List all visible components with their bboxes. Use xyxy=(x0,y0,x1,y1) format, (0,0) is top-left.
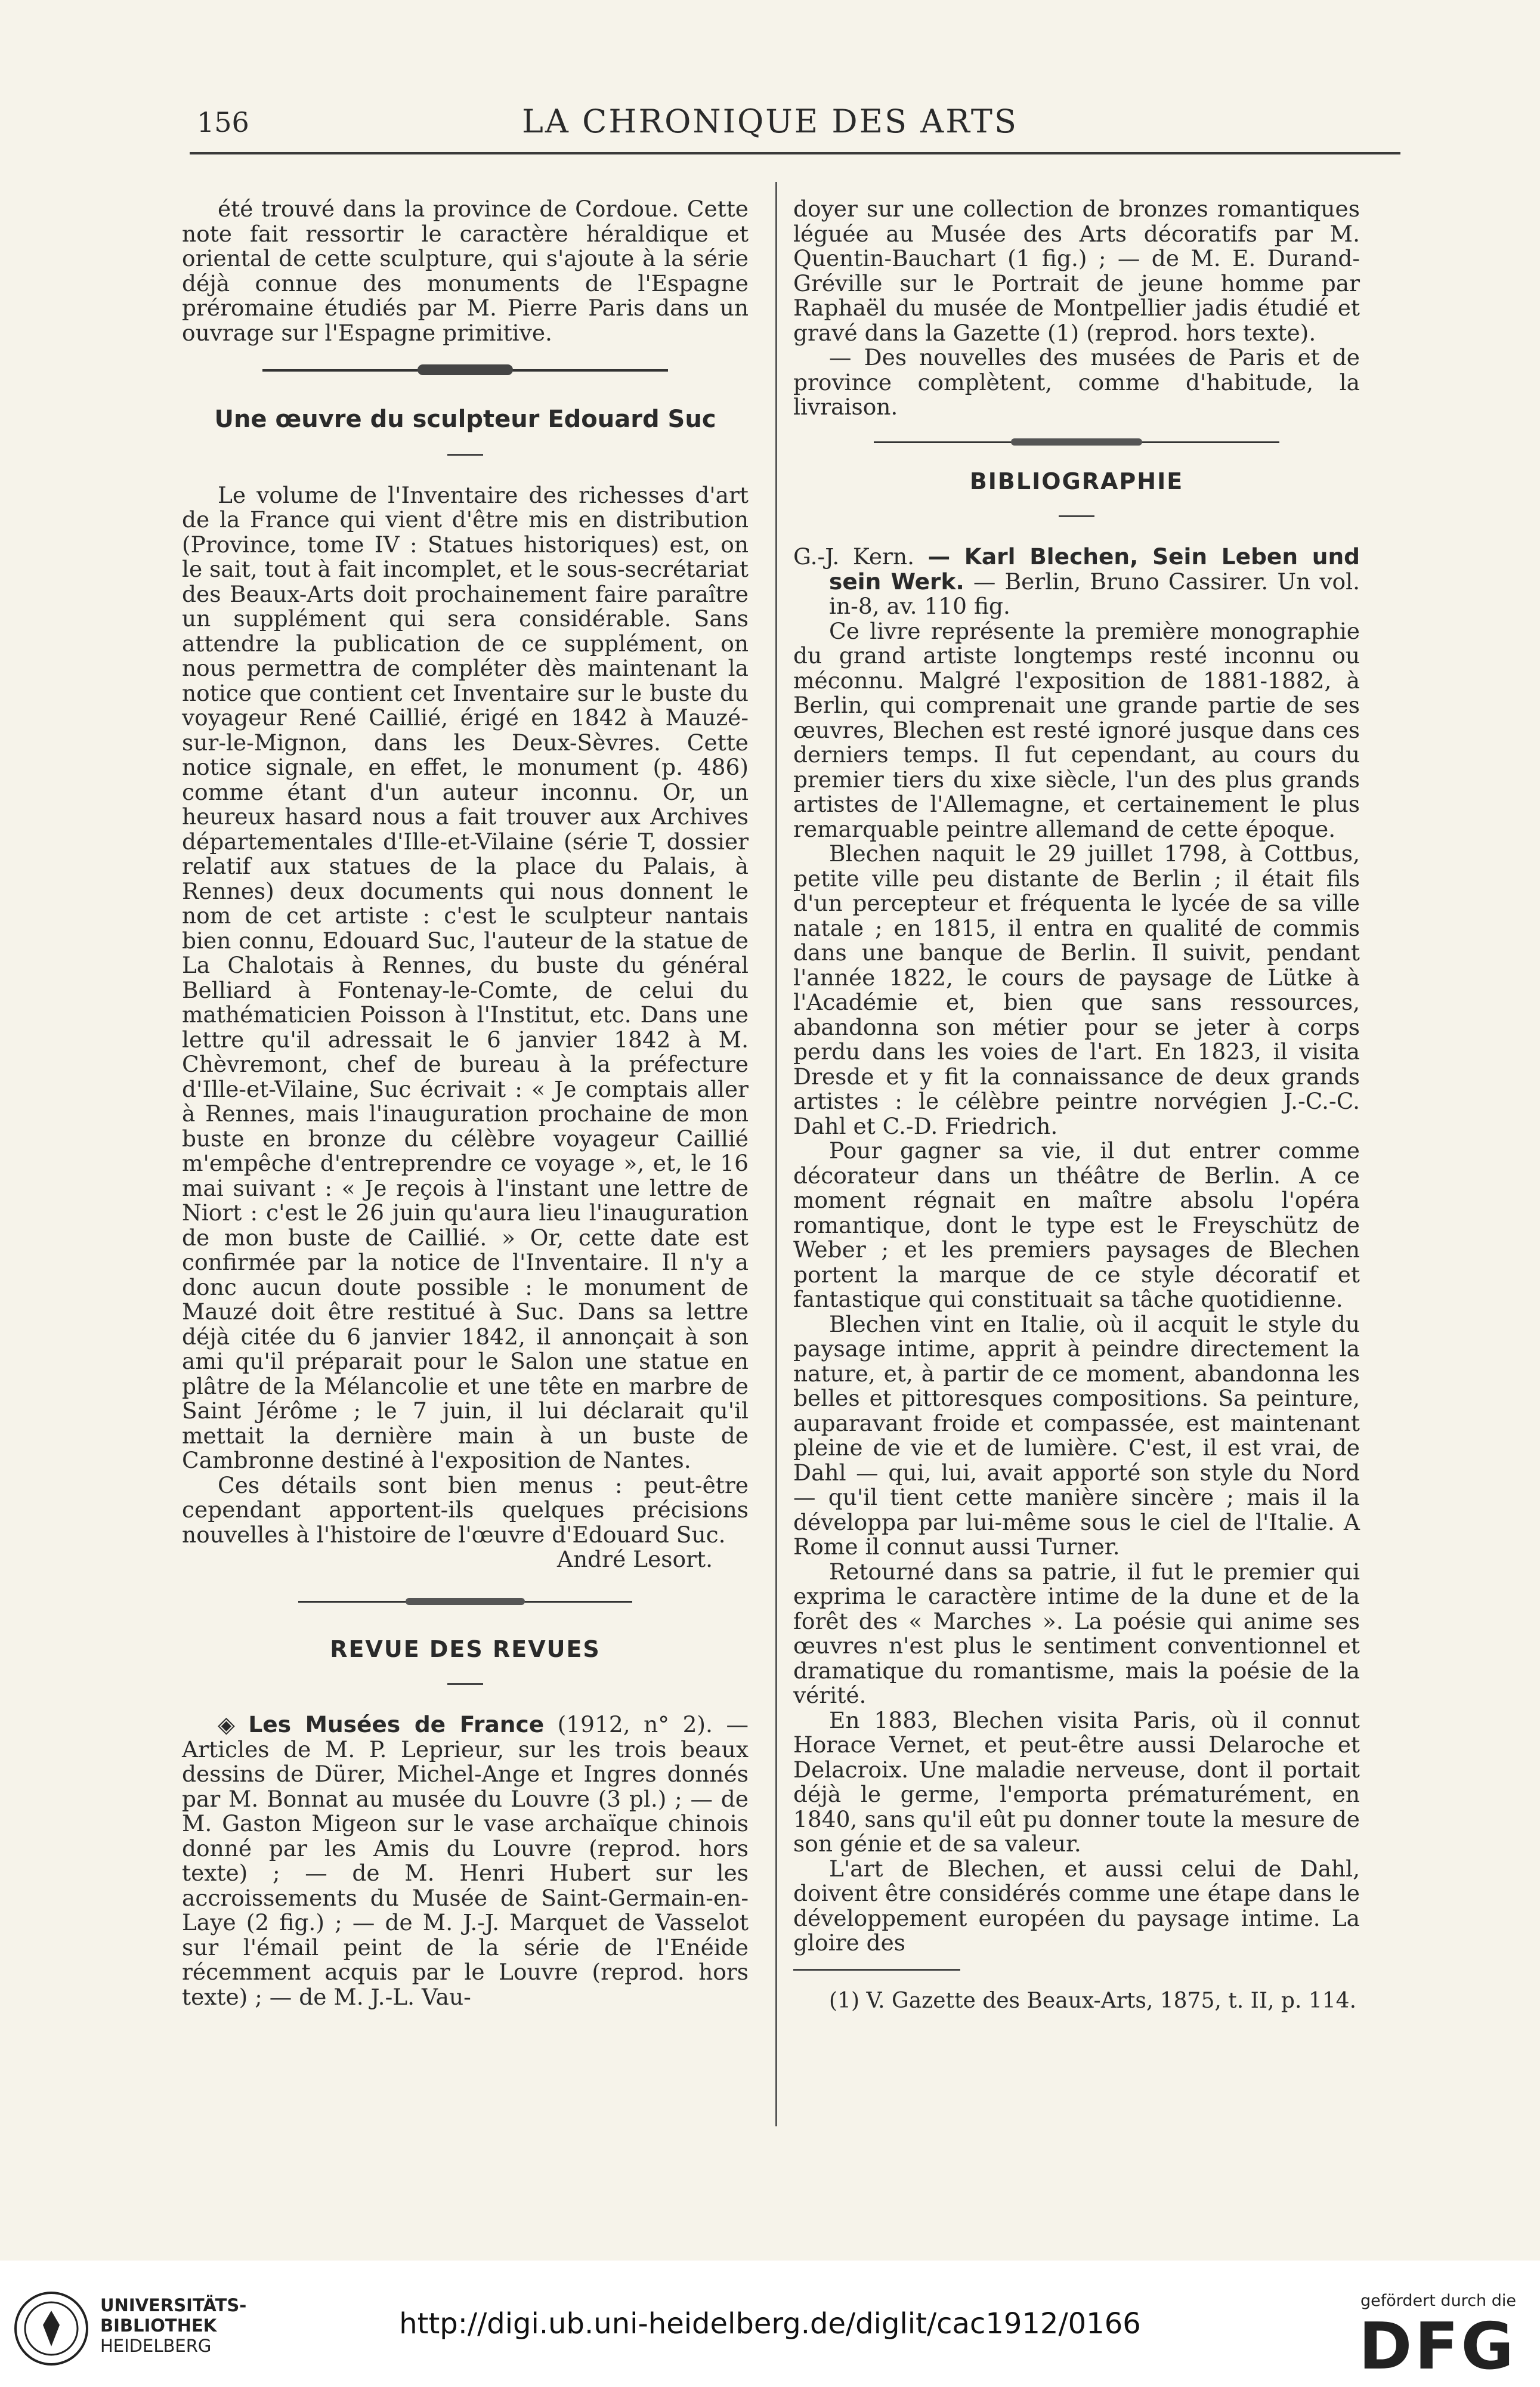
article-title: Une œuvre du sculpteur Edouard Suc xyxy=(214,406,716,433)
entry-title: — Karl Blechen, Sein Leben und sein Werk. xyxy=(829,543,1360,595)
page-number: 156 xyxy=(197,106,249,138)
entry-author: G.-J. Kern. xyxy=(793,543,915,570)
revue-symbol-icon: ◈ xyxy=(218,1711,235,1737)
revue-text: (1912, n° 2). — Articles de M. P. Leprieur, sur les trois beaux dessins de Dürer, Michel-Ange et Ingres donnés par M. Bonnat au musée du Louvre (3 pl.) ; — de M. Gaston Migeon sur le vase archaïque chinois donné par les Amis du Louvre (reprod. hors texte) ; — de M. Henri Hubert sur les accroissements du Musée de Saint-Germain-en-Laye (2 fig.) ; — de M. J.-J. Marquet de Vasselot sur l'émail peint de la série de l'Enéide récemment acquis par le Louvre (reprod. hors texte) ; — de M. J.-L. Vau- xyxy=(182,1711,749,2010)
review-paragraph-3: Pour gagner sa vie, il dut entrer comme décorateur dans un théâtre de Berlin. A ce moment régnait en maître absolu l'opéra romantique, dont le type est le Freyschütz de Weber ; et les premiers paysages de Blechen portent la marque de ce style décoratif et fantastique qui constituait sa tâche quotidienne. xyxy=(793,1137,1360,1312)
revue-paragraph xyxy=(182,1712,749,2009)
entry-publication: — Berlin, Bruno Cassirer. Un vol. in-8, av. 110 fig. xyxy=(829,568,1360,619)
running-title: LA CHRONIQUE DES ARTS xyxy=(522,103,1018,140)
funded-by-label: gefördert durch die xyxy=(1360,2292,1516,2310)
bibliography-heading: BIBLIOGRAPHIE xyxy=(969,468,1184,494)
right-column xyxy=(793,197,1360,2013)
ornamental-divider xyxy=(298,1601,632,1603)
article-paragraph-2: Ces détails sont bien menus : peut-être cependant apportent-ils quelques précisions nouvelles à l'histoire de l'œuvre d'Edouard Suc. xyxy=(182,1471,749,1548)
library-name-line-2: BIBLIOTHEK xyxy=(100,2315,217,2336)
review-paragraph-1: Ce livre représente la première monographie du grand artiste longtemps resté inconnu ou méconnu. Malgré l'exposition de 1881-1882, à Berlin, qui comprenait une grande partie de ses œuvres, Blechen est resté ignoré jusque dans ces derniers temps. Il fut cependant, au cours du premier tiers du xixe siècle, l'un des plus grands artistes de l'Allemagne, et certainement le plus remarquable peintre allemand de cette époque. xyxy=(793,617,1360,842)
bibliography-entry xyxy=(793,545,1360,619)
left-column xyxy=(182,197,749,2009)
dfg-logo: DFG xyxy=(1358,2309,1516,2384)
permalink-url[interactable]: http://digi.ub.uni-heidelberg.de/diglit/cac1912/0166 xyxy=(399,2307,1141,2340)
revue-dash xyxy=(447,1683,483,1685)
right-intro-paragraph: doyer sur une collection de bronzes romantiques léguée au Musée des Arts décoratifs par M. Quentin-Bauchart (1 fig.) ; — de M. E. Durand-Gréville sur le Portrait de jeune homme par Raphaël du musée de Montpellier jadis étudié et gravé dans la Gazette (1) (reprod. hors texte). xyxy=(793,196,1360,346)
revue-heading: REVUE DES REVUES xyxy=(330,1635,601,1662)
header-rule xyxy=(190,152,1400,154)
library-name-line-3: HEIDELBERG xyxy=(100,2336,212,2356)
review-paragraph-7: L'art de Blechen, et aussi celui de Dahl, doivent être considérés comme une étape dans le développement européen du paysage intime. La gloire des xyxy=(793,1855,1360,1956)
right-intro-paragraph-2: — Des nouvelles des musées de Paris et de province complètent, comme d'habitude, la livraison. xyxy=(793,344,1360,420)
ornamental-divider xyxy=(874,441,1279,443)
left-intro-paragraph: été trouvé dans la province de Cordoue. Cette note fait ressortir le caractère héraldique et oriental de cette sculpture, qui s'ajoute à la série déjà connue des monuments de l'Espagne préromaine étudiés par M. Pierre Paris dans un ouvrage sur l'Espagne primitive. xyxy=(182,196,749,346)
review-paragraph-5: Retourné dans sa patrie, il fut le premier qui exprima le caractère intime de la dune et de la forêt des « Marches ». La poésie qui anime ses œuvres n'est plus le sentiment conventionnel et dramatique du romantisme, mais la poésie de la vérité. xyxy=(793,1558,1360,1708)
footnote-rule xyxy=(793,1969,960,1971)
library-name-line-1: UNIVERSITÄTS- xyxy=(100,2295,247,2315)
article-paragraph-1: Le volume de l'Inventaire des richesses d'art de la France qui vient d'être mis en distribution (Province, tome IV : Statues historiques) est, on le sait, tout à fait incomplet, et le sous-secrétariat des Beaux-Arts doit prochainement faire paraître un supplément qui sera considérable. Sans attendre la publication de ce supplément, on nous permettra de compléter dès maintenant la notice que contient cet Inventaire sur le buste du voyageur René Caillié, érigé en 1842 à Mauzé-sur-le-Mignon, dans les Deux-Sèvres. Cette notice signale, en effet, le monument (p. 486) comme étant d'un auteur inconnu. Or, un heureux hasard nous a fait trouver aux Archives départementales d'Ille-et-Vilaine (série T, dossier relatif aux statues de la place du Palais, à Rennes) deux documents qui nous donnent le nom de cet artiste : c'est le sculpteur nantais bien connu, Edouard Suc, l'auteur de la statue de La Chalotais à Rennes, du buste du général Belliard à Fontenay-le-Comte, de celui du mathématicien Poisson à l'Institut, etc. Dans une lettre qu'il adressait le 6 janvier 1842 à M. Chèvremont, chef de bureau à la préfecture d'Ille-et-Vilaine, Suc écrivait : « Je comptais aller à Rennes, mais l'inauguration prochaine de mon buste en bronze du célèbre voyageur Caillié m'empêche d'entreprendre ce voyage », et, le 16 mai suivant : « Je reçois à l'instant une lettre de Niort : c'est le 26 juin qu'aura lieu l'inauguration de mon buste de Caillié. » Or, cette date est confirmée par la notice de l'Inventaire. Il n'y a donc aucun doute possible : le monument de Mauzé doit être restitué à Suc. Dans sa lettre déjà citée du 6 janvier 1842, il annonçait à son ami qu'il préparait pour le Salon une statue en plâtre de la Mélancolie et une tête en marbre de Saint Jérôme ; le 7 juin, il lui déclarait qu'il mettait la dernière main à un buste de Cambronne destiné à l'exposition de Nantes. xyxy=(182,481,749,1473)
article-signature: André Lesort. xyxy=(556,1546,713,1572)
ornamental-divider xyxy=(262,369,668,372)
review-paragraph-4: Blechen vint en Italie, où il acquit le style du paysage intime, apprit à peindre directement la nature, et, à partir de ce moment, abandonna les belles et pittoresques compositions. Sa peinture, auparavant froide et compassée, est maintenant pleine de vie et de lumière. C'est, il est vrai, de Dahl — qui, lui, avait apporté son style du Nord — qu'il tient cette manière sincère ; mais il la développa par lui-même sous le ciel de l'Italie. A Rome il connut aussi Turner. xyxy=(793,1310,1360,1560)
revue-lead: Les Musées de France xyxy=(248,1711,545,1737)
title-dash xyxy=(447,454,483,456)
review-paragraph-2: Blechen naquit le 29 juillet 1798, à Cottbus, petite ville peu distante de Berlin ; il était fils d'un percepteur et fréquenta le lycée de sa ville natale ; en 1815, il entra en qualité de commis dans une banque de Berlin. Il suivit, pendant l'année 1822, le cours de paysage de Lütke à l'Académie et, bien que sans ressources, abandonna son métier pour se jeter à corps perdu dans les voies de l'art. En 1823, il visita Dresde et y fit la connaissance de deux grands artistes : le célèbre peintre norvégien J.-C.-C. Dahl et C.-D. Friedrich. xyxy=(793,840,1360,1139)
footnote: (1) V. Gazette des Beaux-Arts, 1875, t. II, p. 114. xyxy=(829,1988,1357,2013)
review-paragraph-6: En 1883, Blechen visita Paris, où il connut Horace Vernet, et peut-être aussi Delaroche et Delacroix. Une maladie nerveuse, dont il portait déjà le germe, l'emporta prématurément, en 1840, sans qu'il eût pu donner toute la mesure de son génie et de sa valeur. xyxy=(793,1706,1360,1857)
bibliography-dash xyxy=(1059,515,1094,517)
column-divider xyxy=(775,182,777,2126)
